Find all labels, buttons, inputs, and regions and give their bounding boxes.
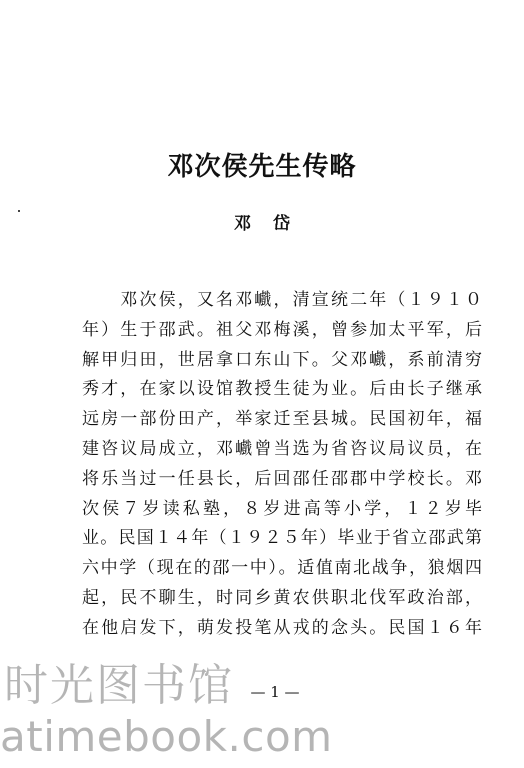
body-line: 解甲归田，世居拿口东山下。父邓巇，系前清穷 [82,349,482,370]
body-line: 建咨议局成立，邓巇曾当选为省咨议局议员，在 [82,438,482,459]
body-line: 次侯７岁读私塾，８岁进高等小学，１２岁毕 [82,498,482,519]
body-line: 远房一部份田产，举家迁至县城。民国初年，福 [82,409,482,430]
watermark-url: atimebook.com [0,712,333,761]
watermark-chinese: 时光图书馆 [4,660,234,711]
body-line: 年）生于邵武。祖父邓梅溪，曾参加太平军，后 [82,319,482,340]
body-line: 邓次侯，又名邓巇，清宣统二年（１９１０ [82,290,482,310]
body-line: 将乐当过一任县长，后回邵任邵郡中学校长。邓 [82,468,482,489]
article-body [82,286,482,644]
body-line: 在他启发下，萌发投笔从戎的念头。民国１６年 [82,617,482,638]
body-line: 起，民不聊生，时同乡黄农供职北伐军政治部， [82,587,482,608]
page-number: — 1 — [250,683,300,701]
article-title: 邓次侯先生传略 [167,152,357,182]
body-line: 业。民国１４年（１９２５年）毕业于省立邵武第 [82,528,482,549]
article-author: 邓岱 [234,214,312,234]
body-line: 六中学（现在的邵一中）。适值南北战争，狼烟四 [82,558,482,579]
body-line: 秀才，在家以设馆教授生徒为业。后由长子继承 [82,379,482,400]
